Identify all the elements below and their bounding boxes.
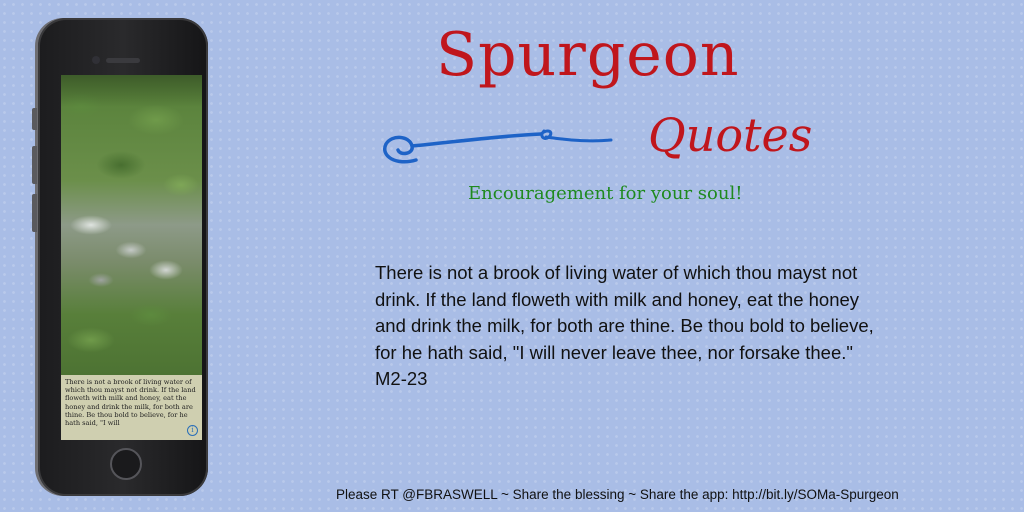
- quote-text: There is not a brook of living water of which thou mayst not drink. If the land floweth with milk and honey, eat the honey and drink the milk, for both are thine. Be thou bold to believe, for he hath said, "I will never leave thee, nor forsake thee." M2-23: [375, 262, 874, 389]
- phone-camera-icon: [92, 56, 100, 64]
- screen-quote-text: There is not a brook of living water of which thou mayst not drink. If the land floweth with milk and honey, eat the honey and drink the milk, for both are thine. Be thou bold to believe, for he hath said, "I will: [65, 378, 196, 428]
- screen-status-area: [61, 75, 202, 107]
- screen-quote-panel: [61, 375, 202, 440]
- phone-speaker: [106, 58, 140, 63]
- info-icon[interactable]: i: [187, 425, 198, 436]
- phone-screen: [61, 75, 202, 440]
- waterfall-photo: [61, 75, 202, 375]
- phone-volume-down-button: [32, 194, 37, 232]
- phone-mute-switch: [32, 108, 37, 130]
- tagline: Encouragement for your soul!: [468, 183, 743, 204]
- footer-share-text: Please RT @FBRASWELL ~ Share the blessing ~ Share the app: http://bit.ly/SOMa-Spurgeon: [336, 487, 899, 502]
- phone-mockup: [38, 18, 208, 496]
- page-subtitle: Quotes: [648, 108, 813, 162]
- phone-home-button: [110, 448, 142, 480]
- phone-volume-up-button: [32, 146, 37, 184]
- swash-flourish-icon: [376, 122, 616, 172]
- page-title: Spurgeon: [436, 20, 740, 90]
